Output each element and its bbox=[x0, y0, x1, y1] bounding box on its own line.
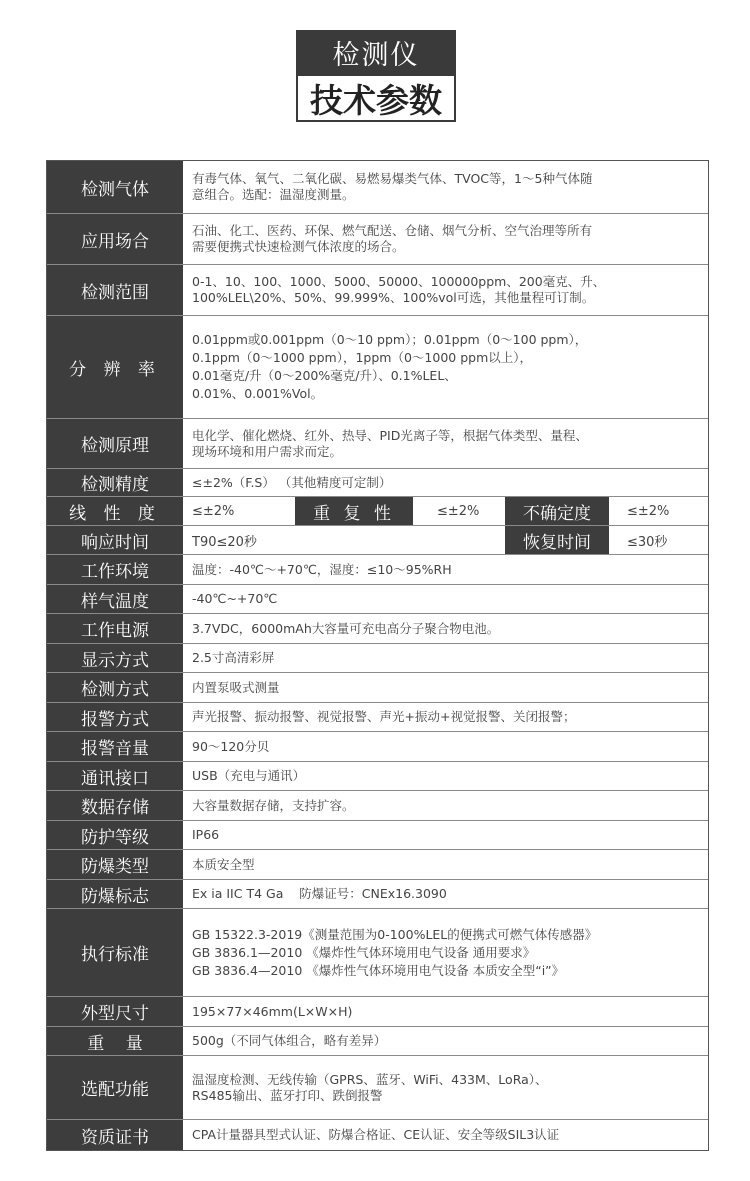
spec-value: 500g（不同气体组合，略有差异） bbox=[192, 1033, 387, 1048]
spec-label: 工作环境 bbox=[47, 555, 183, 584]
spec-label: 检测方式 bbox=[47, 673, 183, 702]
spec-value: 3.7VDC，6000mAh大容量可充电高分子聚合物电池。 bbox=[192, 620, 500, 636]
spec-row-resolution bbox=[47, 316, 708, 419]
spec-label: 防爆标志 bbox=[47, 880, 183, 908]
spec-label: 工作电源 bbox=[47, 614, 183, 643]
spec-value: 温湿度检测、无线传输（GPRS、蓝牙、WiFi、433M、LoRa）、 RS485输出、蓝牙打印、跌倒报警 bbox=[192, 1071, 548, 1103]
spec-row-certificates bbox=[47, 1120, 708, 1150]
spec-row-explosion-type bbox=[47, 850, 708, 880]
spec-value: 有毒气体、氧气、二氧化碳、易燃易爆类气体、TVOC等，1～5种气体随 意组合。选配：温湿度测量。 bbox=[192, 171, 593, 202]
spec-label: 防护等级 bbox=[47, 821, 183, 849]
spec-row-environment bbox=[47, 555, 708, 585]
spec-label: 报警方式 bbox=[47, 703, 183, 731]
spec-row-dimensions bbox=[47, 997, 708, 1027]
uncertainty-label: 不确定度 bbox=[505, 497, 609, 525]
spec-label: 显示方式 bbox=[47, 644, 183, 672]
spec-row-linearity bbox=[47, 497, 708, 526]
spec-row-alarm-volume bbox=[47, 732, 708, 762]
spec-value: 本质安全型 bbox=[192, 856, 255, 872]
spec-row-response bbox=[47, 526, 708, 555]
spec-row-power bbox=[47, 614, 708, 644]
spec-label: 检测原理 bbox=[47, 419, 183, 468]
spec-row-method bbox=[47, 673, 708, 703]
spec-row-accuracy bbox=[47, 469, 708, 497]
spec-value: 0-1、10、100、1000、5000、50000、100000ppm、200毫克、升、 100%LEL\20%、50%、99.999%、100%vol可选，其他量程可订制。 bbox=[192, 274, 606, 305]
spec-label: 响应时间 bbox=[47, 526, 183, 554]
spec-value: GB 15322.3-2019《测量范围为0-100%LEL的便携式可燃气体传感器》 GB 3836.1—2010 《爆炸性气体环境用电气设备 通用要求》 GB 3836.4—2010 《爆炸性气体环境用电气设备 本质安全型“i”》 bbox=[192, 926, 598, 978]
spec-row-gas bbox=[47, 161, 708, 214]
spec-row-application bbox=[47, 214, 708, 265]
spec-label: 线 性 度 bbox=[47, 497, 183, 525]
spec-label: 选配功能 bbox=[47, 1056, 183, 1119]
spec-value: -40℃~+70℃ bbox=[192, 591, 278, 606]
repeatability-label: 重 复 性 bbox=[295, 497, 413, 525]
repeatability-value: ≤±2% bbox=[437, 503, 480, 519]
spec-label: 外型尺寸 bbox=[47, 997, 183, 1026]
spec-row-weight bbox=[47, 1027, 708, 1056]
spec-value: 90～120分贝 bbox=[192, 738, 270, 754]
spec-row-principle bbox=[47, 419, 708, 469]
spec-value: Ex ia IIC T4 Ga 防爆证号：CNEx16.3090 bbox=[192, 886, 447, 901]
spec-value: 2.5寸高清彩屏 bbox=[192, 650, 275, 665]
spec-row-options bbox=[47, 1056, 708, 1120]
spec-value: ≤±2% bbox=[192, 503, 235, 519]
recovery-label: 恢复时间 bbox=[505, 526, 609, 554]
spec-value: 0.01ppm或0.001ppm（0～10 ppm）；0.01ppm（0～100 ppm）， 0.1ppm（0～1000 ppm），1ppm（0～1000 ppm以上）， 0.01毫克/升（0～200%毫克/升）、0.1%LEL、 0.01%、0.001%Vol。 bbox=[192, 332, 588, 401]
spec-label: 防爆类型 bbox=[47, 850, 183, 879]
spec-row-storage bbox=[47, 791, 708, 821]
spec-value: 石油、化工、医药、环保、燃气配送、仓储、烟气分析、空气治理等所有 需要便携式快速检测气体浓度的场合。 bbox=[192, 223, 593, 254]
spec-value: CPA计量器具型式认证、防爆合格证、CE认证、安全等级SIL3认证 bbox=[192, 1127, 560, 1142]
recovery-value: ≤30秒 bbox=[627, 534, 668, 550]
spec-row-standards bbox=[47, 909, 708, 997]
spec-value: 电化学、催化燃烧、红外、热导、PID光离子等，根据气体类型、量程、 现场环境和用户需求而定。 bbox=[192, 427, 588, 459]
spec-value: 声光报警、振动报警、视觉报警、声光+振动+视觉报警、关闭报警； bbox=[192, 709, 576, 724]
spec-label: 分 辨 率 bbox=[47, 316, 183, 418]
spec-row-sample-temp bbox=[47, 585, 708, 614]
spec-row-explosion-mark bbox=[47, 880, 708, 909]
spec-label: 执行标准 bbox=[47, 909, 183, 996]
spec-label: 检测范围 bbox=[47, 265, 183, 315]
spec-value: IP66 bbox=[192, 827, 220, 842]
spec-label: 检测精度 bbox=[47, 469, 183, 496]
title-line-1: 检测仪 bbox=[296, 30, 456, 74]
spec-value: ≤±2%（F.S） （其他精度可定制） bbox=[192, 474, 392, 490]
title-line-2: 技术参数 bbox=[296, 74, 456, 122]
spec-value: 温度：-40℃～+70℃，湿度：≤10～95%RH bbox=[192, 561, 452, 577]
uncertainty-value: ≤±2% bbox=[627, 503, 670, 519]
spec-row-protection bbox=[47, 821, 708, 850]
spec-value: T90≤20秒 bbox=[192, 534, 257, 550]
spec-row-interface bbox=[47, 762, 708, 791]
spec-value: USB（充电与通讯） bbox=[192, 768, 306, 783]
spec-label: 通讯接口 bbox=[47, 762, 183, 790]
spec-label: 报警音量 bbox=[47, 732, 183, 761]
spec-row-range bbox=[47, 265, 708, 316]
spec-label: 检测气体 bbox=[47, 161, 183, 213]
spec-label: 样气温度 bbox=[47, 585, 183, 613]
spec-label: 应用场合 bbox=[47, 214, 183, 264]
spec-label: 资质证书 bbox=[47, 1120, 183, 1150]
spec-label: 数据存储 bbox=[47, 791, 183, 820]
spec-row-display bbox=[47, 644, 708, 673]
spec-label: 重 量 bbox=[47, 1027, 183, 1055]
spec-table bbox=[46, 160, 709, 1151]
spec-value: 195×77×46mm(L×W×H) bbox=[192, 1003, 353, 1019]
title-block bbox=[296, 30, 456, 124]
spec-value: 大容量数据存储，支持扩容。 bbox=[192, 797, 355, 813]
spec-row-alarm-mode bbox=[47, 703, 708, 732]
spec-value: 内置泵吸式测量 bbox=[192, 679, 280, 695]
